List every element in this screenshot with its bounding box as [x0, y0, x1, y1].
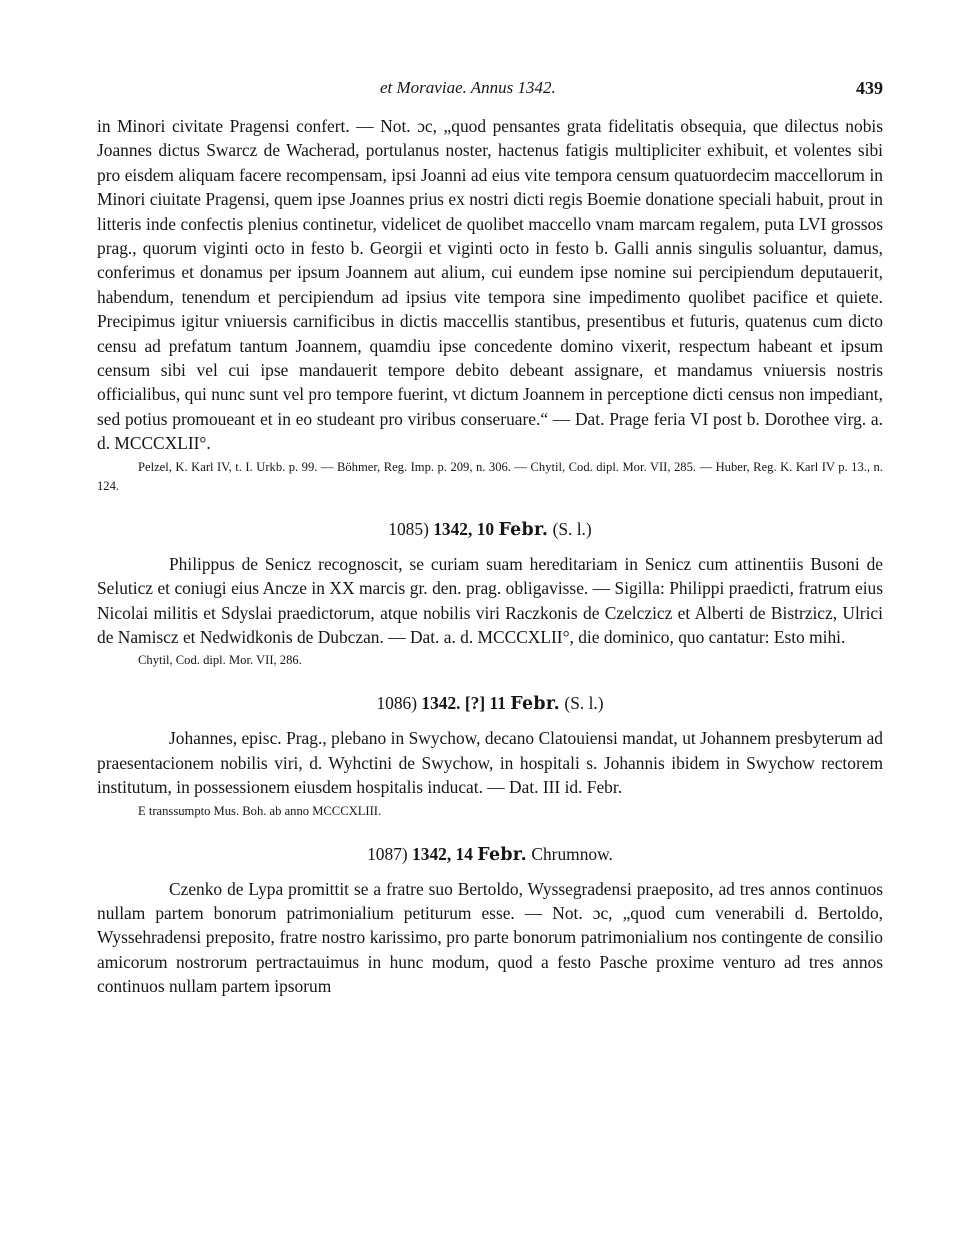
entry-date: 1342, 14 — [412, 843, 473, 864]
entry-date: 1342, 10 — [433, 518, 495, 539]
entry-month: Febr. — [477, 844, 528, 865]
continuation-reference: Pelzel, K. Karl IV, t. I. Urkb. p. 99. — Böhmer, Reg. Imp. p. 209, n. 306. — Chytil, Cod. dipl. Mor. VII, 285. — Huber, Reg. K. Karl IV p. 13., n. 124. — [97, 459, 883, 493]
entry-text-1086: Johannes, episc. Prag., plebano in Swychow, decano Clatouiensi mandat, ut Johannem presbyterum ad praesentacionem nobilis viri, d. Wyhctini de Swychow, in hospitali s. Johannis ibidem in Swychow rectorem institutum, in possessionem eiusdem hospitalis inducat. — Dat. III id. Febr. — [97, 728, 883, 798]
page-header — [97, 78, 883, 114]
entry-text-1085: Philippus de Senicz recognoscit, se curiam suam hereditariam in Senicz cum attinentiis Busoni de Seluticz et coniugi eius Ancze in XX marcis gr. den. prag. obligavisse. — Sigilla: Philippi praedicti, fratrum eius Nicolai militis et Sdyslai praedictorum, atque nobilis viri Raczkonis de Czelczicz et Alberti de Bistrzicz, Ulrici de Namiscz et Nedwidkonis de Dubczan. — Dat. a. d. MCCCXLII°, die dominico, quo cantatur: Esto mihi. — [97, 553, 883, 647]
entry-reference-1086: E transsumpto Mus. Boh. ab anno MCCCXLIII. — [138, 803, 382, 818]
entry-place: (S. l.) — [552, 518, 592, 539]
entry-month: Febr. — [510, 694, 561, 715]
entry-number: 1087) — [367, 843, 408, 864]
entry-heading-1087 — [97, 844, 883, 865]
entry-place: (S. l.) — [564, 693, 604, 714]
entry-heading-1085 — [97, 519, 883, 540]
document-page — [97, 78, 883, 999]
entry-number: 1085) — [388, 518, 429, 539]
entry-heading-1086 — [97, 693, 883, 714]
entry-reference-1085: Chytil, Cod. dipl. Mor. VII, 286. — [138, 653, 302, 668]
running-title: et Moraviae. Annus 1342. — [380, 78, 556, 97]
continuation-paragraph: in Minori civitate Pragensi confert. — Not. ɔc, „quod pensantes grata fidelitatis obsequia, que dilectus nobis Joannes dictus Swarcz de Wacherad, portulanus noster, hactenus fatigis multipliciter exhibuit, et volentes sibi pro eisdem aliquam facere recompensam, ipsi Joanni ad eius vite tempora censum quatuordecim maccellorum in Minori ciuitate Pragensi, quem ipse Joannes prius ex nostri dicti regis Boemie donatione speciali habuit, prout in litteris inde confectis plenius continetur, videlicet de quolibet maccello vnam marcam regalem, puta LVI grossos prag., quorum viginti octo in festo b. Georgii et viginti octo in festo b. Galli annis singulis soluantur, damus, conferimus et donamus per ipsum Joannem aut alium, cui eundem ipse nomine sui percipiendum deputauerit, habendum, tenendum et percipiendum ad ipsius vite tempora sine impedimento quolibet pacifice et quiete. Precipimus igitur vniuersis carnificibus in dictis maccellis stantibus, presentibus et futuris, quatenus cum dicto censu ad prefatum tantum Joannem, quamdiu ipse concedente domino vixerit, respectum habeant et ipsum censum sibi vel cui ipse mandauerit tempore debito debeant assignare, et mandamus vniuersis nostris officialibus, qui nunc sunt vel pro tempore fuerint, vt dictum Joannem in perceptione dicti census non impediant, sed potius promoueant et in eo studeant pro viribus conseruare.“ — Dat. Prage feria VI post b. Dorothee virg. a. d. MCCCXLII°. — [97, 116, 883, 454]
page-number: 439 — [856, 78, 883, 98]
entry-number: 1086) — [376, 693, 418, 714]
entry-text-1087: Czenko de Lypa promittit se a fratre suo Bertoldo, Wyssegradensi praeposito, ad tres annos continuos nullam partem bonorum patrimonialium petiturum esse. — Not. ɔc, „quod cum venerabili d. Bertoldo, Wyssehradensi preposito, fratre nostro karissimo, pro parte bonorum patrimonialium nos contingente de consilio amicorum nostrorum pertractauimus in hunc modum, quod a festo Pasche proxime venturo ad tres annos continuos nullam partem ipsorum — [97, 878, 883, 997]
entry-place: Chrumnow. — [531, 843, 613, 864]
entry-date: 1342. [?] 11 — [421, 693, 506, 714]
entry-month: Febr. — [498, 519, 549, 540]
